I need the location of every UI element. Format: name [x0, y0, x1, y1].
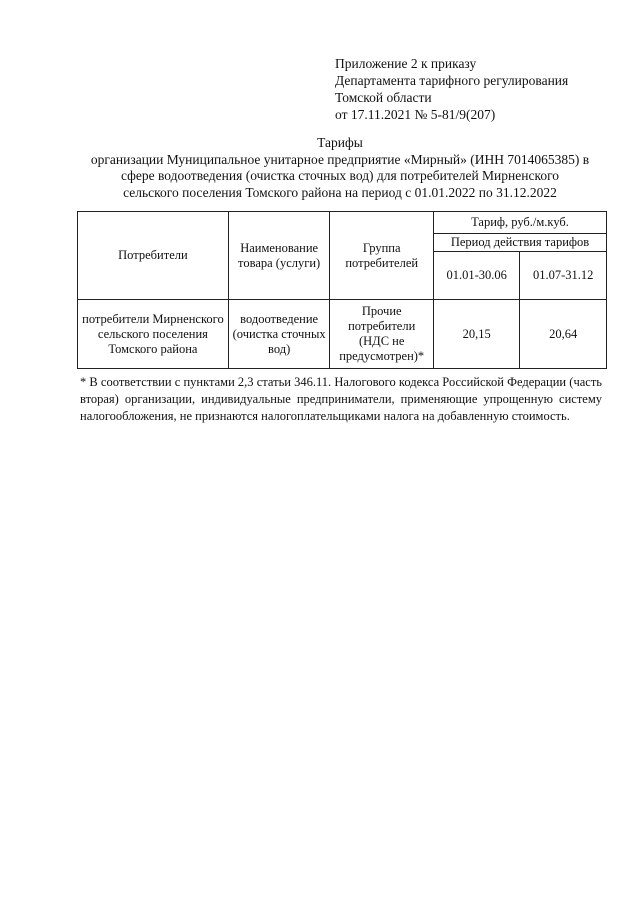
cell-tariff-1: 20,15 — [433, 300, 519, 369]
cell-consumers: потребители Мирненского сельского поселения Томского района — [78, 300, 229, 369]
appendix-line-4: от 17.11.2021 № 5-81/9(207) — [335, 107, 496, 122]
header-consumers: Потребители — [78, 212, 229, 300]
header-consumer-group: Группа потребителей — [330, 212, 434, 300]
header-period-1: 01.01-30.06 — [433, 252, 519, 300]
cell-consumer-group: Прочие потребители (НДС не предусмотрен)* — [330, 300, 434, 369]
table-header-row — [78, 212, 607, 234]
appendix-line-1: Приложение 2 к приказу — [335, 56, 477, 71]
cell-tariff-2: 20,64 — [520, 300, 607, 369]
cell-product-name: водоотведение (очистка сточных вод) — [228, 300, 330, 369]
tariff-table — [77, 211, 607, 369]
title-line-1: организации Муниципальное унитарное предприятие «Мирный» (ИНН 7014065385) в — [90, 151, 590, 167]
appendix-line-3: Томской области — [335, 90, 432, 105]
title-heading: Тарифы — [317, 135, 363, 150]
header-period: Период действия тарифов — [433, 234, 606, 252]
title-line-3: сельского поселения Томского района на период с 01.01.2022 по 31.12.2022 — [123, 184, 557, 200]
document-title — [70, 135, 610, 201]
appendix-reference — [335, 55, 568, 123]
appendix-line-2: Департамента тарифного регулирования — [335, 73, 569, 88]
header-period-2: 01.07-31.12 — [520, 252, 607, 300]
header-tariff: Тариф, руб./м.куб. — [433, 212, 606, 234]
header-product-name: Наименование товара (услуги) — [228, 212, 330, 300]
footnote: * В соответствии с пунктами 2,3 статьи 346.11. Налогового кодекса Российской Федерации (часть вторая) организации, индивидуальные предприниматели, применяющие упрощенную систему налогообложения, не признаются налогоплательщиками налога на добавленную стоимость. — [80, 375, 602, 423]
table-row — [78, 300, 607, 369]
title-line-2: сфере водоотведения (очистка сточных вод) для потребителей Мирненского — [120, 168, 560, 183]
